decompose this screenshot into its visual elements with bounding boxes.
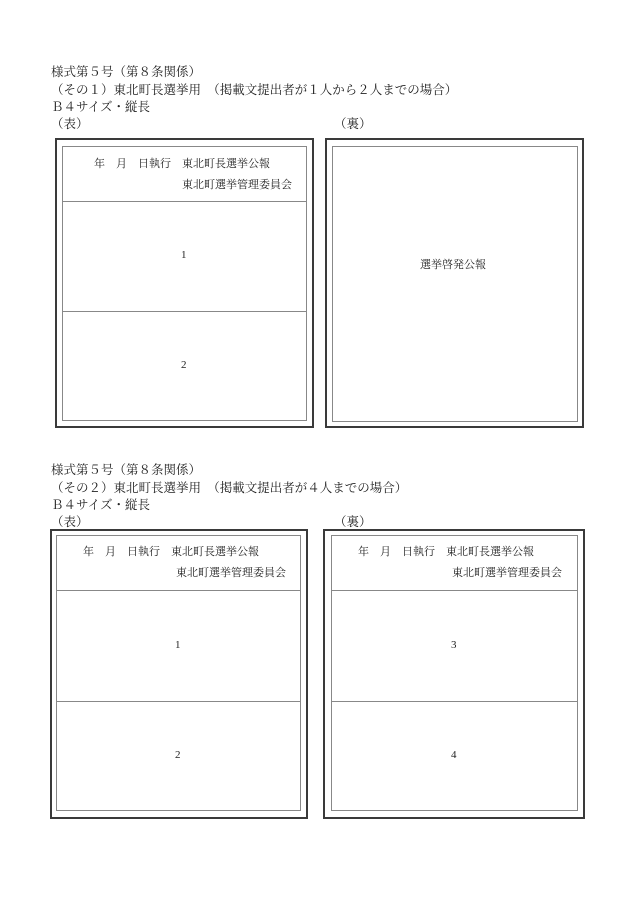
form1-front-slot-2: 2 [181,359,187,371]
form2-front-slot-divider [56,701,301,702]
form1-front-header-issuer: 東北町選挙管理委員会 [182,178,292,191]
form2-front-slot-2: 2 [175,749,181,761]
form2-front-header-divider [56,590,301,591]
form1-size: Ｂ４サイズ・縦長 [51,99,151,114]
form1-front-header-divider [62,201,307,202]
form2-size: Ｂ４サイズ・縦長 [51,497,151,512]
form2-front-header-title: 年 月 日執行 東北町長選挙公報 [83,545,259,558]
form1-front-slot-1: 1 [181,249,187,261]
form1-subtitle: （その１）東北町長選挙用 （掲載文提出者が１人から２人までの場合） [51,82,458,97]
form2-back-header-issuer: 東北町選挙管理委員会 [452,566,562,579]
form2-form-number: 様式第５号（第８条関係） [51,462,202,477]
form2-back-slot-divider [331,701,578,702]
form2-back-header-title: 年 月 日執行 東北町長選挙公報 [358,545,534,558]
form2-front-slot-1: 1 [175,639,181,651]
form1-back-inner-border [332,146,578,422]
form1-front-header-title: 年 月 日執行 東北町長選挙公報 [94,157,270,170]
form2-front-header-issuer: 東北町選挙管理委員会 [176,566,286,579]
form2-back-header-divider [331,590,578,591]
form2-back-label: （裏） [334,514,372,529]
form2-back-slot-3: 3 [451,639,457,651]
form2-front-label: （表） [51,514,89,529]
form2-back-slot-4: 4 [451,749,457,761]
form1-front-slot-divider [62,311,307,312]
form1-form-number: 様式第５号（第８条関係） [51,64,202,79]
form1-back-center-text: 選挙啓発公報 [420,258,486,271]
form1-back-label: （裏） [334,116,372,131]
form1-front-label: （表） [51,116,89,131]
form2-subtitle: （その２）東北町長選挙用 （掲載文提出者が４人までの場合） [51,480,408,495]
